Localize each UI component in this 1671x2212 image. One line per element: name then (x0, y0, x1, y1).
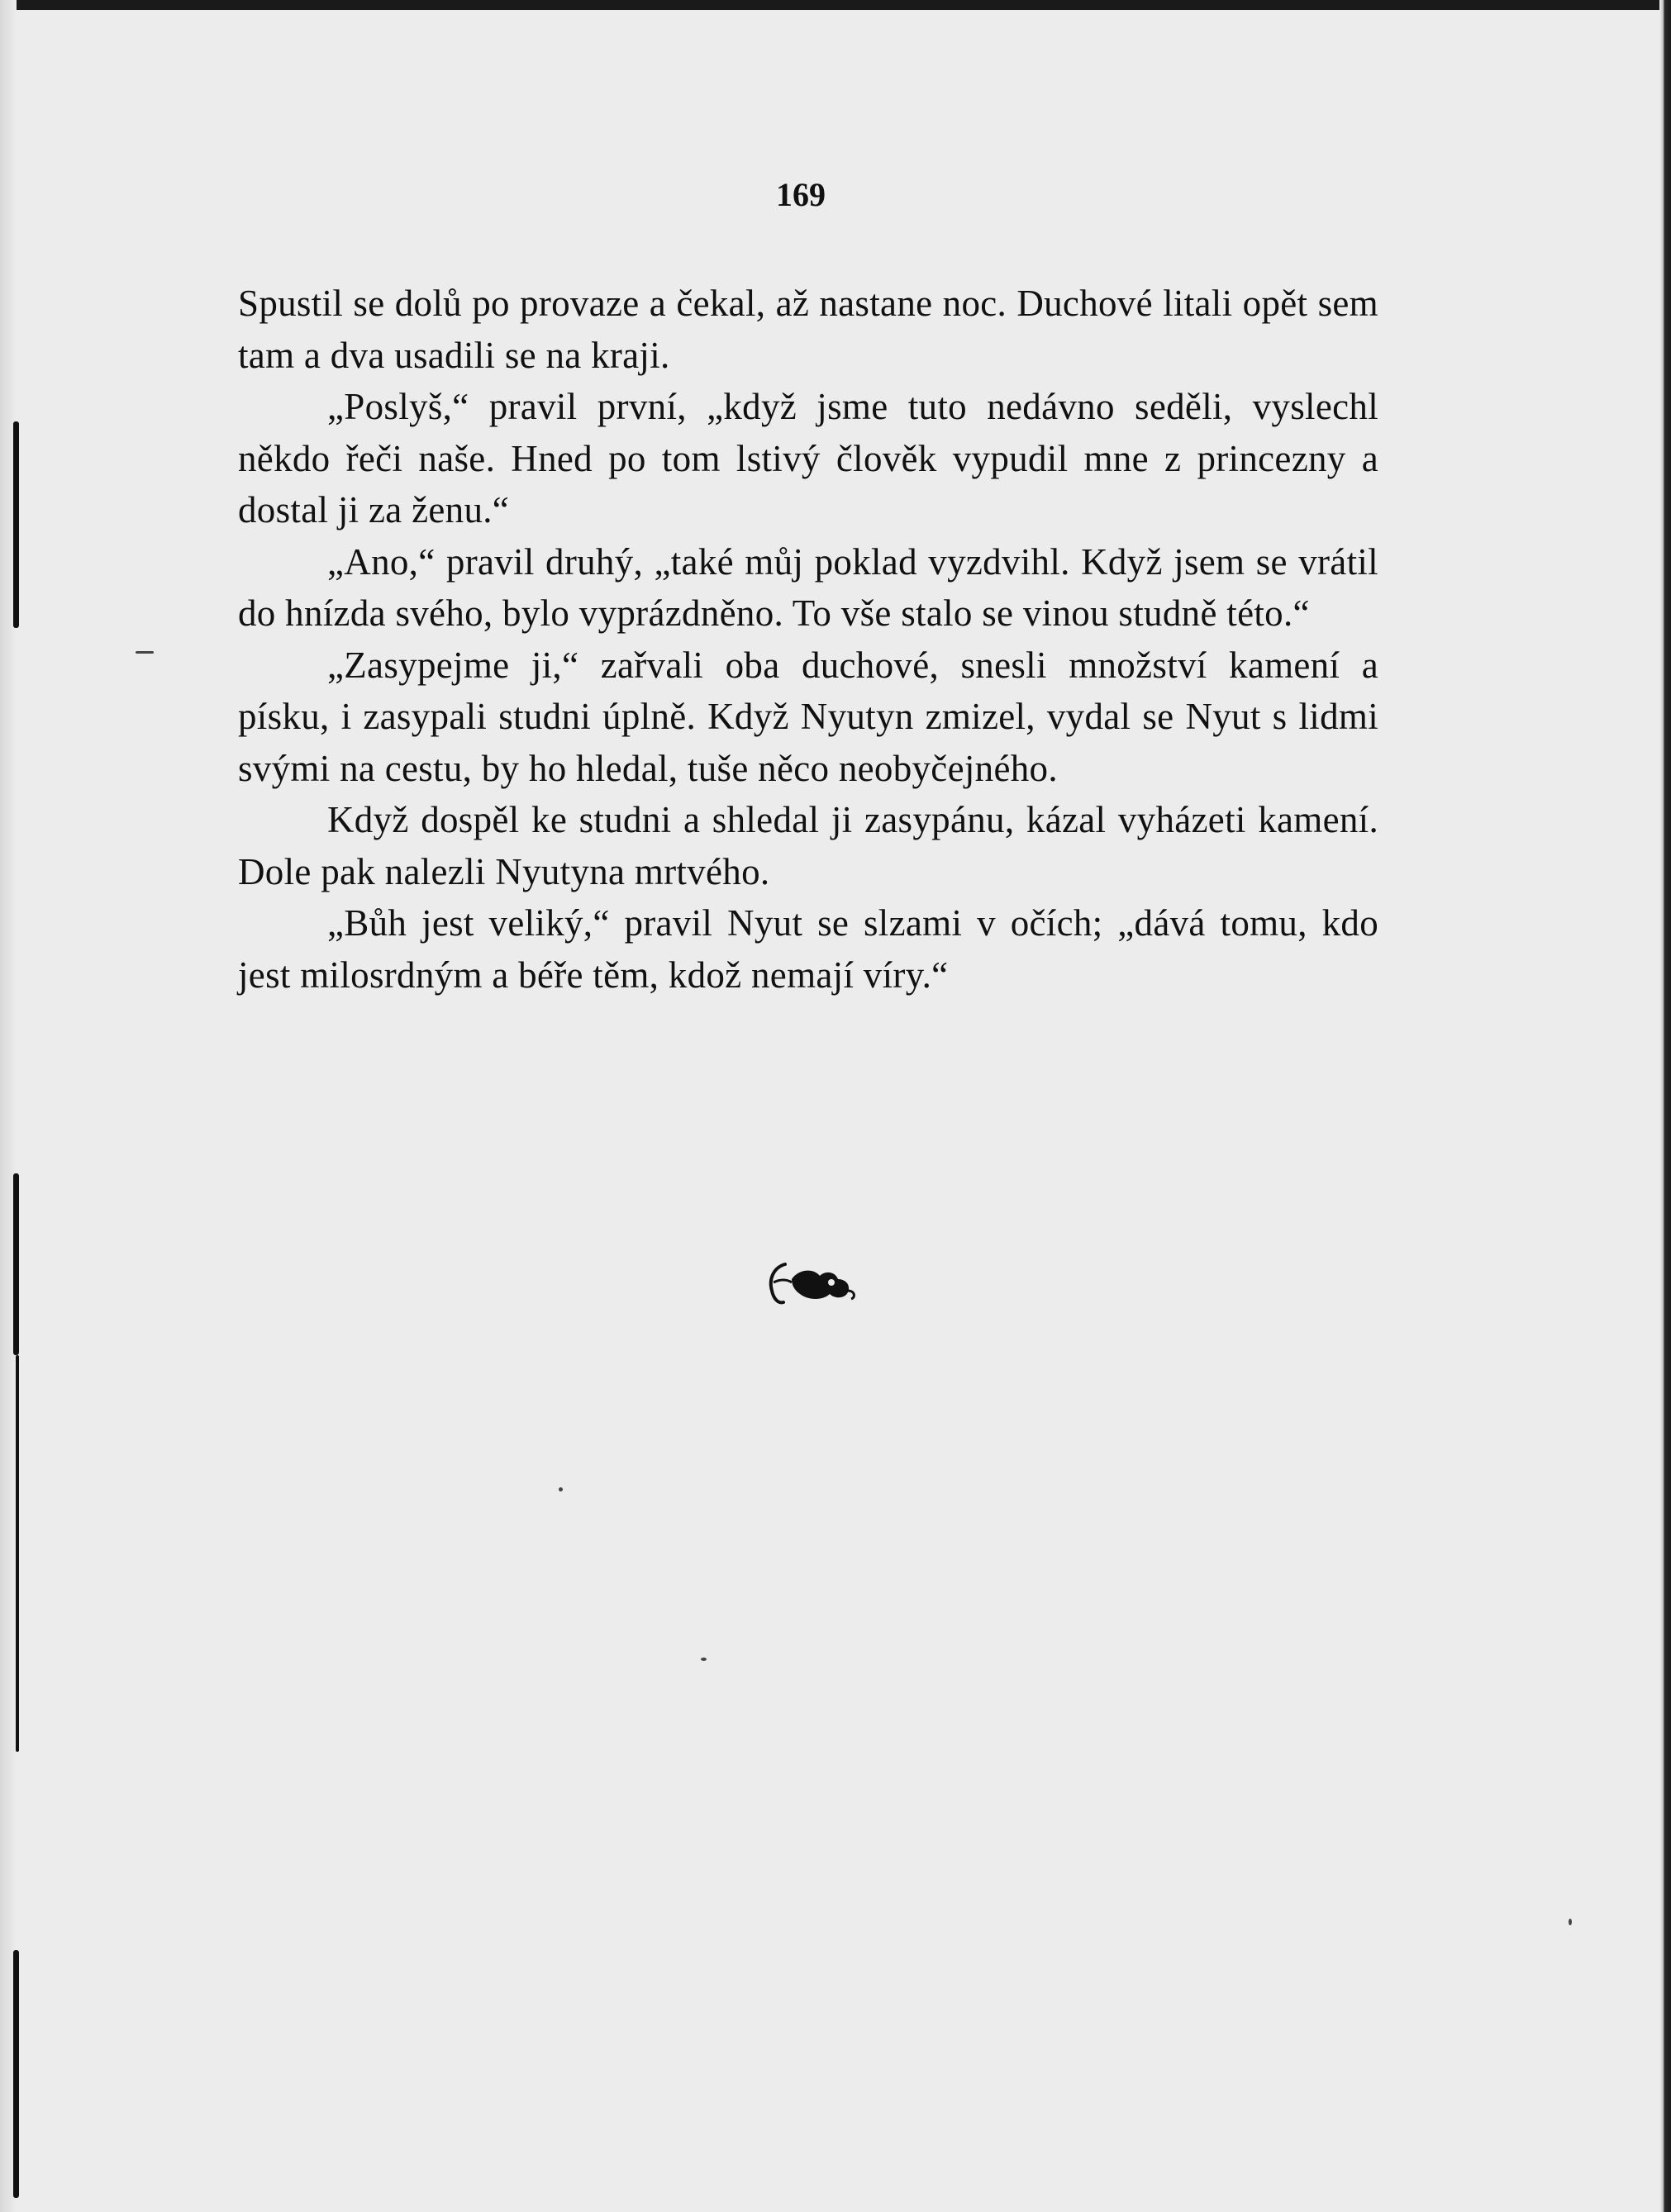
fleuron-ornament (762, 1254, 861, 1312)
paragraph: „Ano,“ pravil druhý, „také můj poklad vyzdvihl. Když jsem se vrátil do hnízda svého, bylo vyprázdněno. To vše stalo se vinou studně této.“ (238, 540, 1378, 634)
paragraph: Spustil se dolů po provaze a čekal, až nastane noc. Duchové litali opět sem tam a dva usadili se na kraji. (238, 283, 1378, 376)
dust-speck (1569, 1919, 1572, 1925)
paragraph: „Poslyš,“ pravil první, „když jsme tuto nedávno seděli, vyslechl někdo řeči naše. Hned po tom lstivý člověk vypudil mne z princezny a dostal ji za ženu.“ (238, 386, 1378, 530)
top-scan-edge (0, 0, 1671, 10)
left-binding-mark (16, 1355, 19, 1752)
right-scan-edge (1659, 0, 1671, 2212)
left-binding-mark (13, 421, 19, 628)
left-scan-edge (0, 0, 17, 2212)
paragraph: „Zasypejme ji,“ zařvali oba duchové, snesli množství kamení a písku, i zasypali studni úplně. Když Nyutyn zmizel, vydal se Nyut s lidmi svými na cestu, by ho hledal, tuše něco neobyčejného. (238, 644, 1378, 789)
body-text (238, 278, 1378, 1001)
dust-speck (559, 1487, 563, 1491)
paragraph: Když dospěl ke studni a shledal ji zasypánu, kázal vyházeti kamení. Dole pak nalezli Nyutyna mrtvého. (238, 799, 1378, 892)
page-number: 169 (776, 176, 826, 213)
left-binding-mark (13, 1950, 19, 2198)
dust-speck (701, 1658, 707, 1661)
dust-speck (136, 651, 154, 654)
paragraph: „Bůh jest veliký,“ pravil Nyut se slzami v očích; „dává tomu, kdo jest milosrdným a béře těm, kdož nemají víry.“ (238, 902, 1378, 996)
left-binding-mark (13, 1173, 19, 1355)
